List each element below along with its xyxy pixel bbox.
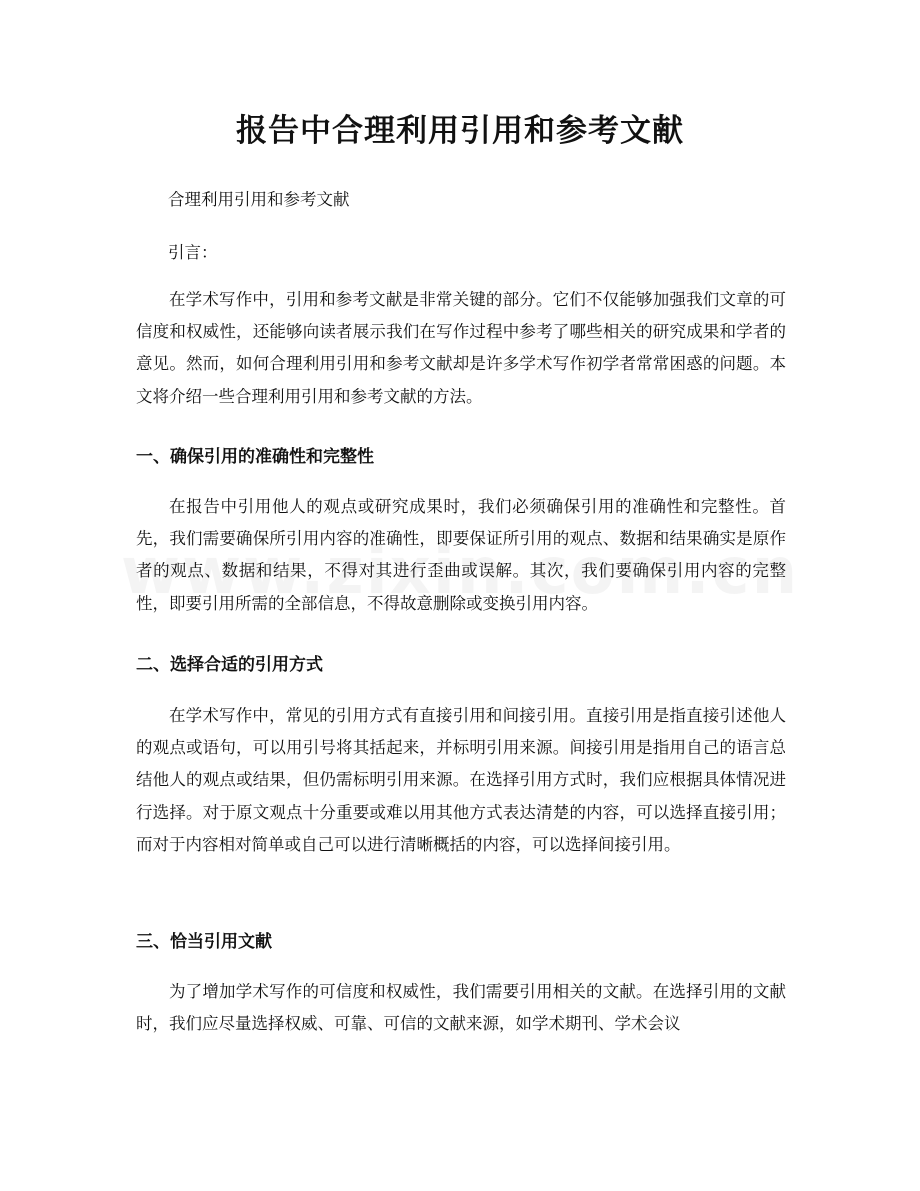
section-paragraph-3: 为了增加学术写作的可信度和权威性，我们需要引用相关的文献。在选择引用的文献时，我们应尽量选择权威、可靠、可信的文献来源，如学术期刊、学术会议 bbox=[136, 982, 786, 1034]
intro-label: 引言： bbox=[168, 243, 218, 262]
section-heading-1: 一、确保引用的准确性和完整性 bbox=[136, 447, 374, 467]
section-heading-3: 三、恰当引用文献 bbox=[136, 932, 272, 952]
section-heading-2: 二、选择合适的引用方式 bbox=[136, 655, 323, 675]
section-paragraph-2: 在学术写作中，常见的引用方式有直接引用和间接引用。直接引用是指直接引述他人的观点或语句，可以用引号将其括起来，并标明引用来源。间接引用是指用自己的语言总结他人的观点或结果，但仍需标明引用来源。在选择引用方式时，我们应根据具体情况进行选择。对于原文观点十分重要或难以用其他方式表达清楚的内容，可以选择直接引用；而对于内容相对简单或自己可以进行清晰概括的内容，可以选择间接引用。 bbox=[136, 706, 786, 854]
section-paragraph-1: 在报告中引用他人的观点或研究成果时，我们必须确保引用的准确性和完整性。首先，我们需要确保所引用内容的准确性，即要保证所引用的观点、数据和结果确实是原作者的观点、数据和结果，不得对其进行歪曲或误解。其次，我们要确保引用内容的完整性，即要引用所需的全部信息，不得故意删除或变换引用内容。 bbox=[136, 497, 786, 613]
document-subtitle: 合理利用引用和参考文献 bbox=[168, 190, 350, 209]
intro-paragraph: 在学术写作中，引用和参考文献是非常关键的部分。它们不仅能够加强我们文章的可信度和权威性，还能够向读者展示我们在写作过程中参考了哪些相关的研究成果和学者的意见。然而，如何合理利用引用和参考文献却是许多学术写作初学者常常困惑的问题。本文将介绍一些合理利用引用和参考文献的方法。 bbox=[136, 290, 786, 406]
document-title: 报告中合理利用引用和参考文献 bbox=[236, 113, 684, 149]
